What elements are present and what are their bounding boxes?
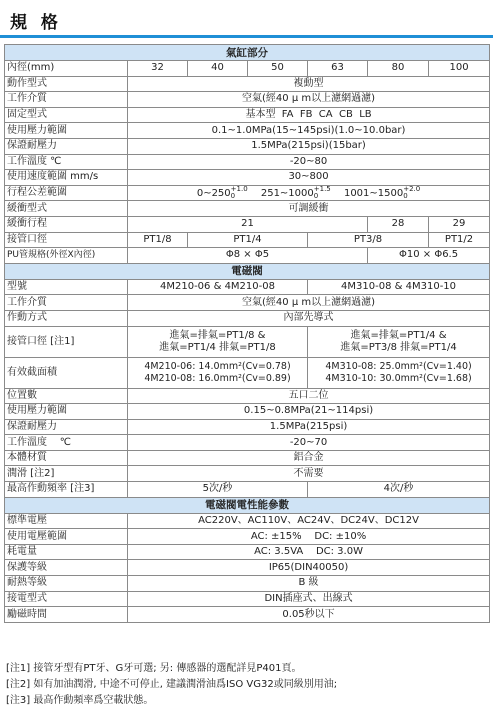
row-label: 有效截面積 — [5, 357, 128, 388]
row-value: 空氣(經40 μ m以上濾網過濾) — [128, 295, 490, 311]
port-value: PT1/4 — [188, 232, 308, 248]
row-label: 本體材質 — [5, 450, 128, 466]
valve-port-line: 進氣=PT1/4 排氣=PT1/8 — [159, 341, 276, 353]
table-row — [5, 248, 490, 264]
row-label: 保護等級 — [5, 560, 128, 576]
bore-value: 63 — [308, 61, 368, 77]
freq-value: 4次/秒 — [308, 482, 490, 498]
row-label: 緩衝行程 — [5, 216, 128, 232]
footnote: [注1] 接管牙型有PT牙、G牙可選; 另: 傳感器的選配詳見P401頁。 — [6, 663, 302, 674]
table-row — [5, 482, 490, 498]
table-row — [5, 310, 490, 326]
bore-value: 50 — [248, 61, 308, 77]
table-row — [5, 607, 490, 623]
row-label: 耗電量 — [5, 544, 128, 560]
area-line: 4M310-10: 30.0mm²(Cv=1.68) — [325, 372, 472, 384]
valve-port-value — [128, 326, 308, 357]
table-row — [5, 279, 490, 295]
row-value: 0.05秒以下 — [128, 607, 490, 623]
port-value: PT1/8 — [128, 232, 188, 248]
port-value: PT1/2 — [429, 232, 490, 248]
row-label: 接管口徑 [注1] — [5, 326, 128, 357]
tol-range-c: 1001~1500 — [343, 188, 404, 200]
model-value: 4M310-08 & 4M310-10 — [308, 279, 490, 295]
bore-value: 100 — [429, 61, 490, 77]
valve-port-line: 進氣=排氣=PT1/4 & — [350, 329, 447, 341]
row-label: 勵磁時間 — [5, 607, 128, 623]
section-electrical: 電磁閥電性能參數 — [5, 497, 490, 513]
row-label: 保證耐壓力 — [5, 419, 128, 435]
spec-table — [4, 44, 490, 623]
row-value: -20~70 — [128, 435, 490, 451]
table-row — [5, 92, 490, 108]
bore-value: 32 — [128, 61, 188, 77]
tol-b-plus: +1.5 — [313, 185, 331, 194]
table-row — [5, 232, 490, 248]
row-label: 固定型式 — [5, 107, 128, 123]
row-value: AC: ±15% DC: ±10% — [128, 529, 490, 545]
table-row — [5, 295, 490, 311]
row-label: 潤滑 [注2] — [5, 466, 128, 482]
footnotes — [6, 661, 337, 709]
row-value: 內部先導式 — [128, 310, 490, 326]
area-line: 4M310-08: 25.0mm²(Cv=1.40) — [325, 360, 472, 372]
row-label: 保證耐壓力 — [5, 138, 128, 154]
area-line: 4M210-08: 16.0mm²(Cv=0.89) — [144, 372, 291, 384]
row-value: AC220V、AC110V、AC24V、DC24V、DC12V — [128, 513, 490, 529]
row-label: 使用電壓範圍 — [5, 529, 128, 545]
table-row — [5, 216, 490, 232]
table-row — [5, 529, 490, 545]
table-row — [5, 560, 490, 576]
row-label: 工作溫度 ℃ — [5, 154, 128, 170]
row-value: 可調緩衝 — [128, 201, 490, 217]
section-cylinder: 氣缸部分 — [5, 45, 490, 61]
area-line: 4M210-06: 14.0mm²(Cv=0.78) — [144, 360, 291, 372]
title-underline — [0, 35, 493, 38]
buffer-stroke-value: 28 — [368, 216, 429, 232]
section-valve: 電磁閥 — [5, 263, 490, 279]
row-value: IP65(DIN40050) — [128, 560, 490, 576]
footnote: [注3] 最高作動頻率爲空載狀態。 — [6, 695, 154, 706]
row-label: PU管規格(外徑X內徑) — [5, 248, 128, 264]
table-row — [5, 450, 490, 466]
tol-c-plus: +2.0 — [403, 185, 421, 194]
table-row — [5, 154, 490, 170]
row-value: 1.5MPa(215psi) — [128, 419, 490, 435]
row-label: 型號 — [5, 279, 128, 295]
table-row — [5, 591, 490, 607]
tol-range-a: 0~250 — [196, 188, 231, 200]
table-row — [5, 388, 490, 404]
table-row — [5, 419, 490, 435]
section-row — [5, 45, 490, 61]
row-label: 最高作動頻率 [注3] — [5, 482, 128, 498]
table-row — [5, 107, 490, 123]
row-label: 動作型式 — [5, 76, 128, 92]
bore-value: 40 — [188, 61, 248, 77]
page-title: 規 格 — [10, 13, 62, 33]
footnote: [注2] 如有加油潤滑, 中途不可停止, 建議潤滑油爲ISO VG32或同級別用油; — [6, 679, 338, 690]
row-value: 0.1~1.0MPa(15~145psi)(1.0~10.0bar) — [128, 123, 490, 139]
row-label: 內徑(mm) — [5, 61, 128, 77]
row-label: 行程公差範圍 — [5, 185, 128, 201]
model-value: 4M210-06 & 4M210-08 — [128, 279, 308, 295]
row-label: 標準電壓 — [5, 513, 128, 529]
row-label: 工作介質 — [5, 92, 128, 108]
table-row — [5, 138, 490, 154]
row-value: -20~80 — [128, 154, 490, 170]
row-value: AC: 3.5VA DC: 3.0W — [128, 544, 490, 560]
row-value: 五口二位 — [128, 388, 490, 404]
area-value — [128, 357, 308, 388]
valve-port-line: 進氣=PT3/8 排氣=PT1/4 — [340, 341, 457, 353]
tol-a-plus: +1.0 — [230, 185, 248, 194]
table-row — [5, 61, 490, 77]
buffer-stroke-value: 29 — [429, 216, 490, 232]
row-value: 複動型 — [128, 76, 490, 92]
pu-value: Φ10 × Φ6.5 — [368, 248, 490, 264]
row-label: 工作介質 — [5, 295, 128, 311]
row-label: 使用壓力範圍 — [5, 404, 128, 420]
table-row — [5, 466, 490, 482]
section-row — [5, 263, 490, 279]
row-value: 空氣(經40 μ m以上濾網過濾) — [128, 92, 490, 108]
row-value: 1.5MPa(215psi)(15bar) — [128, 138, 490, 154]
section-row — [5, 497, 490, 513]
row-label: 工作溫度 ℃ — [5, 435, 128, 451]
row-label: 接電型式 — [5, 591, 128, 607]
table-row — [5, 185, 490, 201]
row-label: 接管口徑 — [5, 232, 128, 248]
row-value: 鋁合金 — [128, 450, 490, 466]
row-value: DIN插座式、出線式 — [128, 591, 490, 607]
row-label: 緩衝型式 — [5, 201, 128, 217]
table-row — [5, 201, 490, 217]
tol-c-zero: 0 — [403, 192, 408, 201]
tol-b-zero: 0 — [313, 192, 319, 201]
freq-value: 5次/秒 — [128, 482, 308, 498]
row-label: 耐熱等級 — [5, 576, 128, 592]
row-label: 使用速度範圍 mm/s — [5, 170, 128, 186]
table-row — [5, 576, 490, 592]
stroke-tolerance-value — [128, 185, 490, 201]
valve-port-value — [308, 326, 490, 357]
row-value: 不需要 — [128, 466, 490, 482]
table-row — [5, 123, 490, 139]
table-row — [5, 404, 490, 420]
row-value: B 級 — [128, 576, 490, 592]
tol-range-b: 251~1000 — [260, 188, 314, 200]
row-label: 位置數 — [5, 388, 128, 404]
table-row — [5, 326, 490, 357]
row-value: 0.15~0.8MPa(21~114psi) — [128, 404, 490, 420]
table-row — [5, 76, 490, 92]
port-value: PT3/8 — [308, 232, 429, 248]
table-row — [5, 544, 490, 560]
row-value: 30~800 — [128, 170, 490, 186]
table-row — [5, 357, 490, 388]
row-label: 使用壓力範圍 — [5, 123, 128, 139]
pu-value: Φ8 × Φ5 — [128, 248, 368, 264]
bore-value: 80 — [368, 61, 429, 77]
valve-port-line: 進氣=排氣=PT1/8 & — [169, 329, 266, 341]
table-row — [5, 513, 490, 529]
table-row — [5, 435, 490, 451]
row-value: 基本型 FA FB CA CB LB — [128, 107, 490, 123]
table-row — [5, 170, 490, 186]
area-value — [308, 357, 490, 388]
tol-a-zero: 0 — [230, 192, 236, 201]
buffer-stroke-value: 21 — [128, 216, 368, 232]
row-label: 作動方式 — [5, 310, 128, 326]
